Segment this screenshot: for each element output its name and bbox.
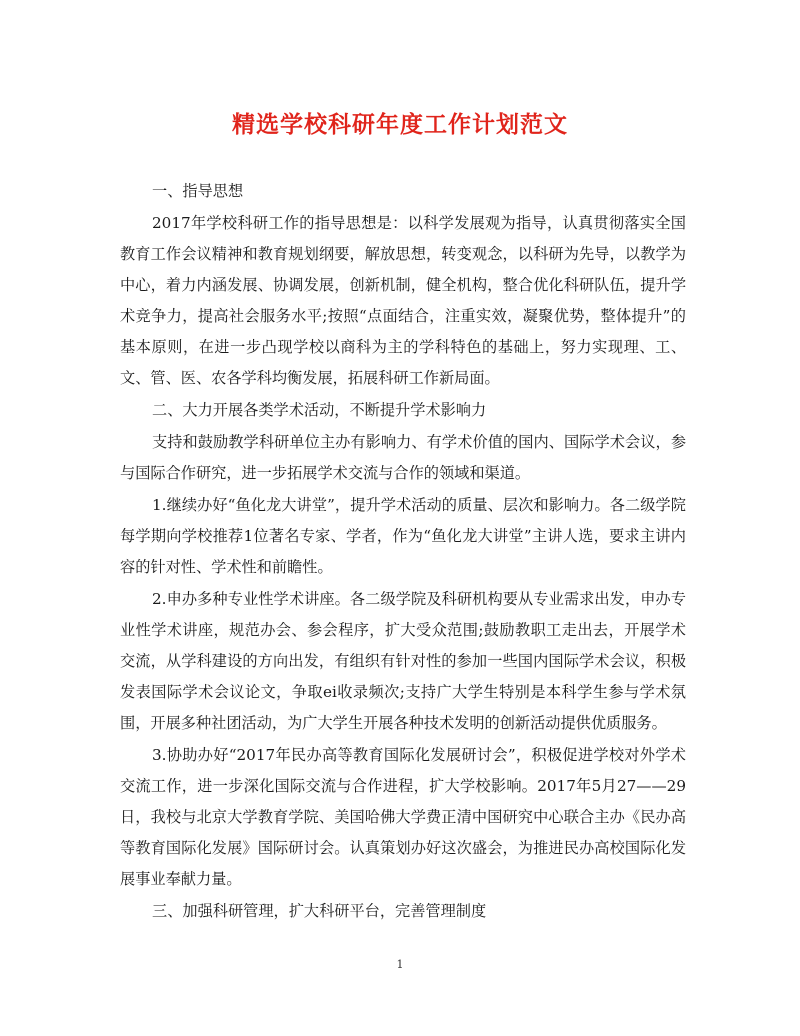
section-heading-2: 二、大力开展各类学术活动，不断提升学术影响力: [152, 401, 487, 419]
section-heading-1: 一、指导思想: [152, 182, 244, 200]
paragraph-guiding-principle: 2017年学校科研工作的指导思想是：以科学发展观为指导，认真贯彻落实全国教育工作会议精神和教育规划纲要，解放思想，转变观念，以科研为先导，以教学为中心，着力内涵发展、协调发展，创新机制，健全机构，整合优化科研队伍，提升学术竞争力，提高社会服务水平;按照“点面结合，注重实效，凝聚优势，整体提升”的基本原则，在进一步凸现学校以商科为主的学科特色的基础上，努力实现理、工、文、管、医、农各学科均衡发展，拓展科研工作新局面。: [120, 214, 686, 387]
paragraph-item-2: 2.申办多种专业性学术讲座。各二级学院及科研机构要从专业需求出发，申办专业性学术讲座，规范办会、参会程序，扩大受众范围;鼓励教职工走出去，开展学术交流，从学科建设的方向出发，有组织有针对性的参加一些国内国际学术会议，积极发表国际学术会议论文，争取ei收录频次;支持广大学生特别是本科学生参与学术氛围，开展多种社团活动，为广大学生开展各种技术发明的创新活动提供优质服务。: [120, 590, 686, 732]
document-title: 精选学校科研年度工作计划范文: [232, 111, 568, 138]
section-heading-3: 三、加强科研管理，扩大科研平台，完善管理制度: [152, 902, 487, 920]
paragraph-item-3: 3.协助办好“2017年民办高等教育国际化发展研讨会”，积极促进学校对外学术交流工作，进一步深化国际交流与合作进程，扩大学校影响。2017年5月27——29日，我校与北京大学教育学院、美国哈佛大学费正清中国研究中心联合主办《民办高等教育国际化发展》国际研讨会。认真策划办好这次盛会，为推进民办高校国际化发展事业奉献力量。: [120, 746, 686, 888]
page-number: 1: [396, 958, 404, 971]
document-body: [120, 176, 686, 928]
paragraph-item-1: 1.继续办好“鱼化龙大讲堂”，提升学术活动的质量、层次和影响力。各二级学院每学期向学校推荐1位著名专家、学者，作为“鱼化龙大讲堂”主讲人选，要求主讲内容的针对性、学术性和前瞻性。: [120, 496, 686, 576]
paragraph-academic-conferences: 支持和鼓励教学科研单位主办有影响力、有学术价值的国内、国际学术会议，参与国际合作研究，进一步拓展学术交流与合作的领域和渠道。: [120, 433, 686, 482]
